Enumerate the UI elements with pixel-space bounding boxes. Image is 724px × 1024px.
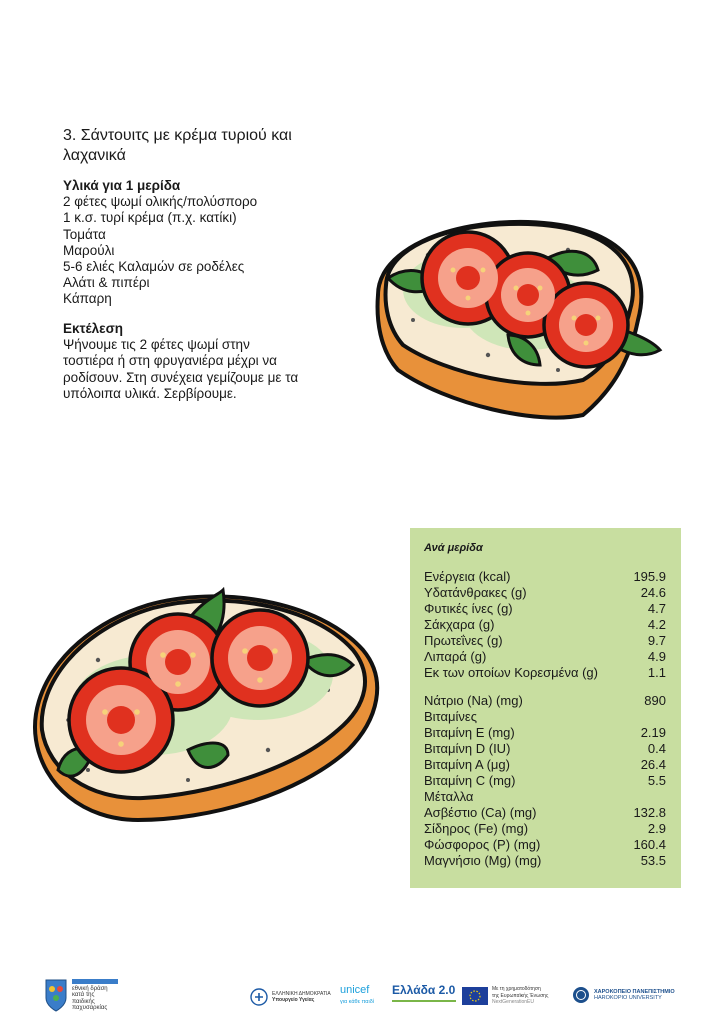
eu-funding-logo [462,986,548,1006]
nutrient-label: Βιταμίνη C (mg) [424,773,516,788]
nutrient-value: 24.6 [640,585,666,600]
greece-2-0-wordmark: Ελλάδα 2.0 [392,983,456,997]
footer-logos [0,980,724,1020]
nutrient-value: 195.9 [633,569,666,584]
sandwich-illustration [368,210,668,430]
ingredient-item: 2 φέτες ψωμί ολικής/πολύσπορο [63,194,258,210]
ingredient-item: 5-6 ελιές Καλαμών σε ροδέλες [63,259,245,275]
nutrition-row [424,601,666,617]
nutrition-row [424,709,666,725]
nutrient-value: 4.2 [647,617,666,632]
nutrient-value: 9.7 [647,633,666,648]
nutrition-row [424,649,666,665]
nutrient-value: 53.5 [640,853,666,868]
nutrient-value: 160.4 [633,837,666,852]
nutrition-row [424,633,666,649]
nutrition-row [424,569,666,585]
ingredient-item: Τομάτα [63,226,106,242]
national-action-logo [44,978,118,1012]
nutrient-value: 4.9 [647,649,666,664]
nutrient-label: Μέταλλα [424,789,474,804]
sandwich-illustration [28,580,383,825]
logo-text-line: HAROKOPIO UNIVERSITY [594,995,662,1001]
logo-text-line: παχυσαρκίας [72,1005,108,1011]
nutrient-label: Μαγνήσιο (Mg) (mg) [424,853,542,868]
nutrient-label: Υδατάνθρακες (g) [424,585,527,600]
greece-2-0-logo [392,984,456,1002]
logo-text-line: παιδικής [72,998,95,1005]
nutrient-label: Εκ των οποίων Κορεσμένα (g) [424,665,598,680]
nutrition-rows [424,569,666,869]
nutrient-value: 132.8 [633,805,666,820]
nutrition-row [424,693,666,709]
nutrient-label: Φώσφορος (P) (mg) [424,837,541,852]
nutrient-label: Λιπαρά (g) [424,649,487,664]
nutrition-row [424,741,666,757]
logo-text-line: εθνική δράση [72,985,108,992]
greek-emblem-icon [250,988,268,1006]
nutrient-value: 0.4 [647,741,666,756]
method-section [63,321,303,402]
ingredients-section [63,178,257,308]
nutrition-row [424,773,666,789]
nutrient-label: Βιταμίνη D (IU) [424,741,511,756]
nutrient-label: Βιταμίνη Α (μg) [424,757,510,772]
logo-text-line: NextGenerationEU [492,999,534,1005]
university-seal-icon [572,986,590,1004]
nutrient-label: Νάτριο (Na) (mg) [424,693,523,708]
logo-text-line: Υπουργείο Υγείας [272,997,315,1003]
nutrient-label: Σίδηρος (Fe) (mg) [424,821,529,836]
nutrient-label: Βιταμίνες [424,709,477,724]
nutrient-label: Σάκχαρα (g) [424,617,495,632]
nutrient-value: 2.9 [647,821,666,836]
nutrition-row [424,725,666,741]
unicef-wordmark: unicef [340,984,370,996]
method-heading: Εκτέλεση [63,321,124,336]
logo-text-line: ΕΛΛΗΝΙΚΗ ΔΗΜΟΚΡΑΤΙΑ [272,990,331,997]
nutrient-label: Ασβέστιο (Ca) (mg) [424,805,537,820]
nutrition-row [424,789,666,805]
unicef-logo [340,984,374,1006]
nutrient-value: 26.4 [640,757,666,772]
nutrition-panel [410,528,681,888]
nutrition-row [424,837,666,853]
nutrient-value: 5.5 [647,773,666,788]
nutrition-title: Ανά μερίδα [424,542,483,554]
row-spacer [424,681,666,693]
nutrition-row [424,821,666,837]
unicef-tagline: για κάθε παιδί [340,999,374,1005]
logo-text-line: της Ευρωπαϊκής Ένωσης [492,992,549,999]
nutrient-value: 2.19 [640,725,666,740]
recipe-title: 3. Σάντουιτς με κρέμα τυριού και λαχανικά [63,127,292,164]
logo-text-line: Με τη χρηματοδότηση [492,986,541,992]
method-text: Ψήνουμε τις 2 φέτες ψωμί στην τοστιέρα ή στη φρυγανιέρα μέχρι να ροδίσουν. Στη συνέχεια γεμίζουμε με τα υπόλοιπα υλικά. Σερβίρουμε. [63,337,299,401]
nutrient-value: 4.7 [647,601,666,616]
nutrient-label: Φυτικές ίνες (g) [424,601,513,616]
nutrition-row [424,617,666,633]
ingredient-item: 1 κ.σ. τυρί κρέμα (π.χ. κατίκι) [63,210,237,226]
nutrition-row [424,853,666,869]
ingredient-item: Μαρούλι [63,242,115,258]
nutrient-value: 890 [644,693,666,708]
nutrition-row [424,585,666,601]
shield-icon [44,978,68,1012]
nutrition-row [424,665,666,681]
nutrient-value: 1.1 [647,665,666,680]
nutrition-row [424,757,666,773]
nutrition-row [424,805,666,821]
harokopio-university-logo [572,986,675,1004]
logo-text-line: ΧΑΡΟΚΟΠΕΙΟ ΠΑΝΕΠΙΣΤΗΜΙΟ [594,988,675,995]
ingredient-item: Κάπαρη [63,291,112,307]
ingredient-item: Αλάτι & πιπέρι [63,275,150,291]
logo-text-line: κατά της [72,992,95,998]
nutrient-label: Πρωτεΐνες (g) [424,633,503,648]
eu-flag-icon [462,987,488,1005]
nutrient-label: Ενέργεια (kcal) [424,569,511,584]
ministry-of-health-logo [250,988,331,1006]
nutrient-label: Βιταμίνη Ε (mg) [424,725,515,740]
ingredients-heading: Υλικά για 1 μερίδα [63,178,181,193]
